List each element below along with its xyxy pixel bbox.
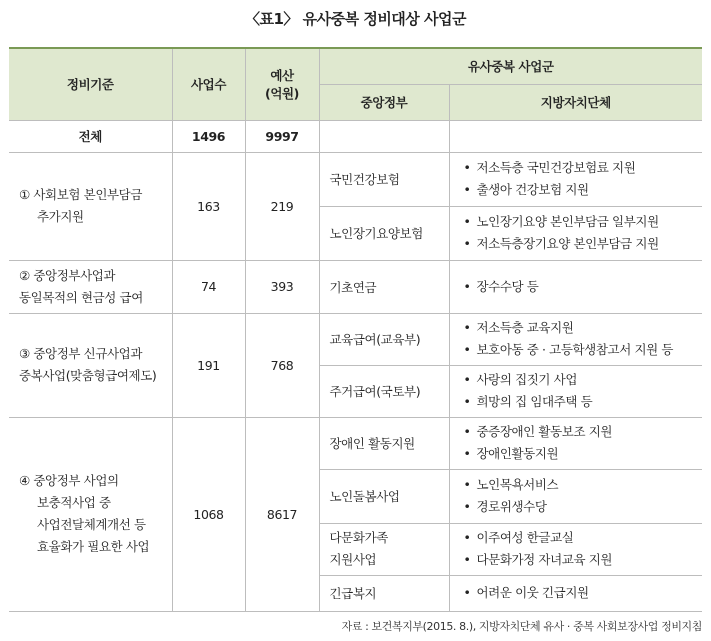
criteria-line: 추가지원 bbox=[37, 209, 84, 224]
budget-cell: 219 bbox=[245, 152, 319, 260]
criteria-line: 효율화가 필요한 사업 bbox=[37, 539, 150, 554]
criteria-line: 보충적사업 중 bbox=[37, 495, 111, 510]
budget-cell: 8617 bbox=[245, 417, 319, 611]
local-programs bbox=[449, 206, 702, 260]
central-line: 지원사업 bbox=[329, 552, 377, 567]
criteria-cell bbox=[9, 417, 172, 611]
local-programs bbox=[449, 575, 702, 611]
local-programs bbox=[449, 152, 702, 206]
central-program: 주거급여(국토부) bbox=[319, 365, 449, 417]
criteria-cell bbox=[9, 152, 172, 260]
local-programs bbox=[449, 469, 702, 523]
total-label: 전체 bbox=[9, 120, 172, 152]
table-row bbox=[9, 417, 702, 469]
list-item: • 어려운 이웃 긴급지원 bbox=[464, 582, 703, 604]
header-local: 지방자치단체 bbox=[449, 84, 702, 120]
source-note: 자료 : 보건복지부(2015. 8.), 지방자치단체 유사 · 중복 사회보장사업 정비지침 bbox=[341, 620, 702, 633]
central-program: 장애인 활동지원 bbox=[319, 417, 449, 469]
budget-cell: 768 bbox=[245, 313, 319, 417]
list-item: • 이주여성 한글교실 bbox=[464, 527, 703, 549]
list-item: • 출생아 건강보험 지원 bbox=[464, 179, 703, 201]
table-row bbox=[9, 152, 702, 206]
list-item: • 경로위생수당 bbox=[464, 496, 703, 518]
header-count: 사업수 bbox=[172, 48, 245, 120]
header-budget-line1: 예산 bbox=[270, 68, 294, 84]
header-central: 중앙정부 bbox=[319, 84, 449, 120]
consolidation-table bbox=[9, 47, 702, 612]
header-budget bbox=[245, 48, 319, 120]
total-count: 1496 bbox=[172, 120, 245, 152]
list-item: • 저소득층장기요양 본인부담금 지원 bbox=[464, 233, 703, 255]
table-row bbox=[9, 313, 702, 365]
central-program: 국민건강보험 bbox=[319, 152, 449, 206]
local-programs bbox=[449, 260, 702, 313]
list-item: • 노인목욕서비스 bbox=[464, 474, 703, 496]
local-programs bbox=[449, 365, 702, 417]
central-line: 다문화가족 bbox=[329, 530, 388, 545]
count-cell: 1068 bbox=[172, 417, 245, 611]
central-program: 교육급여(교육부) bbox=[319, 313, 449, 365]
list-item: • 노인장기요양 본인부담금 일부지원 bbox=[464, 211, 703, 233]
total-budget: 9997 bbox=[245, 120, 319, 152]
central-program: 노인장기요양보험 bbox=[319, 206, 449, 260]
count-cell: 163 bbox=[172, 152, 245, 260]
count-cell: 74 bbox=[172, 260, 245, 313]
total-local-empty bbox=[449, 120, 702, 152]
list-item: • 저소득층 교육지원 bbox=[464, 317, 703, 339]
criteria-cell bbox=[9, 260, 172, 313]
local-programs bbox=[449, 523, 702, 575]
criteria-line: ① 사회보험 본인부담금 bbox=[19, 187, 143, 202]
criteria-line: 동일목적의 현금성 급여 bbox=[19, 289, 143, 305]
local-programs bbox=[449, 417, 702, 469]
list-item: • 장수수당 등 bbox=[464, 276, 703, 298]
central-program: 긴급복지 bbox=[319, 575, 449, 611]
list-item: • 보호아동 중 · 고등학생참고서 지원 등 bbox=[464, 339, 703, 361]
list-item: • 사랑의 집짓기 사업 bbox=[464, 369, 703, 391]
list-item: • 중증장애인 활동보조 지원 bbox=[464, 421, 703, 443]
header-group: 유사중복 사업군 bbox=[319, 48, 702, 84]
central-program bbox=[319, 523, 449, 575]
list-item: • 다문화가정 자녀교육 지원 bbox=[464, 549, 703, 571]
header-budget-line2: (억원) bbox=[265, 86, 299, 102]
central-program: 기초연금 bbox=[319, 260, 449, 313]
central-program: 노인돌봄사업 bbox=[319, 469, 449, 523]
count-cell: 191 bbox=[172, 313, 245, 417]
header-criteria: 정비기준 bbox=[9, 48, 172, 120]
table-row bbox=[9, 260, 702, 313]
criteria-line: 사업전달체계개선 등 bbox=[37, 517, 146, 532]
list-item: • 장애인활동지원 bbox=[464, 443, 703, 465]
total-central-empty bbox=[319, 120, 449, 152]
criteria-line: ③ 중앙정부 신규사업과 bbox=[19, 346, 143, 361]
criteria-line: ④ 중앙정부 사업의 bbox=[19, 473, 119, 488]
criteria-line: 중복사업(맞춤형급여제도) bbox=[19, 368, 157, 383]
local-programs bbox=[449, 313, 702, 365]
budget-cell: 393 bbox=[245, 260, 319, 313]
criteria-cell bbox=[9, 313, 172, 417]
table-title: 〈표1〉 유사중복 정비대상 사업군 bbox=[245, 10, 466, 28]
total-row bbox=[9, 120, 702, 152]
list-item: • 저소득층 국민건강보험료 지원 bbox=[464, 157, 703, 179]
criteria-line: ② 중앙정부사업과 bbox=[19, 267, 116, 283]
list-item: • 희망의 집 임대주택 등 bbox=[464, 391, 703, 413]
